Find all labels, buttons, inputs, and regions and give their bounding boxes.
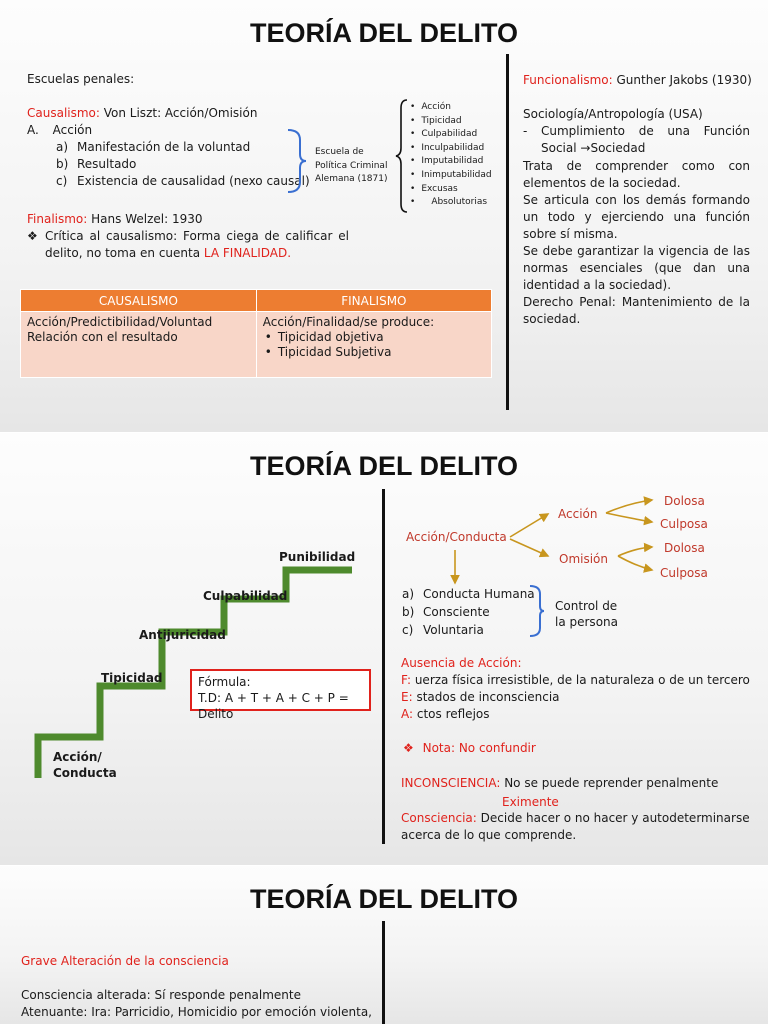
diamond-bullet-icon: ❖: [27, 229, 38, 243]
paragraph: Se debe garantizar la vigencia de las normas esenciales (que dan una identidad a la sociedad).: [523, 244, 750, 292]
finalismo-label: Finalismo:: [27, 212, 88, 226]
step-culpabilidad: Culpabilidad: [203, 589, 288, 603]
accion-sub-list: [56, 139, 310, 190]
ausencia-item: A: ctos reflejos: [401, 707, 490, 721]
funcionalismo-label: Funcionalismo:: [523, 73, 613, 87]
sub-marker: c): [56, 174, 68, 188]
diamond-bullet-icon: ❖: [403, 741, 414, 755]
blue-bracket-icon: [528, 584, 546, 638]
list-item: • Excusas: [410, 183, 492, 197]
slide-1: [0, 0, 768, 432]
finalismo-line: [27, 211, 202, 227]
eximente: Eximente: [502, 795, 559, 809]
list-item: • Inculpabilidad: [410, 142, 492, 156]
categories-list: [410, 101, 492, 210]
dash-item: - Cumplimiento de una Función Social →Sociedad: [523, 124, 750, 155]
blue-bracket-icon: [286, 128, 308, 194]
escuela-label: [315, 146, 395, 187]
inconsciencia-text: No se puede reprender penalmente: [500, 776, 719, 790]
formula-box: [190, 669, 371, 721]
control-line: Control de: [555, 599, 618, 613]
step-accion-line: Acción/: [53, 750, 102, 764]
ausencia-item: F: uerza física irresistible, de la naturaleza o de un tercero: [401, 673, 750, 687]
sub-text: Existencia de causalidad (nexo causal): [77, 174, 310, 188]
nota-text: Nota: No confundir: [422, 741, 536, 755]
list-item-continuation: Absolutorias: [431, 197, 488, 208]
slide-3: [0, 866, 768, 1024]
step-accion-line: Conducta: [53, 766, 117, 780]
inconsciencia-label: INCONSCIENCIA:: [401, 776, 501, 790]
inconsciencia-line: [401, 775, 718, 791]
tree-accion: Acción: [558, 507, 598, 521]
divider-line: [506, 54, 509, 410]
staircase-icon: [0, 433, 380, 865]
sub-item: [56, 139, 310, 156]
formula-title: Fórmula:: [198, 675, 251, 689]
critica-text: Crítica al causalismo: Forma ciega de calificar el delito, no toma en cuenta: [45, 229, 349, 260]
step-punibilidad: Punibilidad: [279, 550, 356, 564]
tree-omision: Omisión: [559, 552, 609, 566]
tree-dolosa: Dolosa: [664, 541, 705, 555]
ausencia-title: Ausencia de Acción:: [401, 656, 522, 670]
list-item: b) Consciente: [402, 605, 490, 619]
ausencia-item: E: stados de inconsciencia: [401, 690, 560, 704]
accion-label: Acción: [52, 123, 93, 137]
escuela-line: Política Criminal: [315, 160, 388, 171]
control-persona: [555, 598, 618, 630]
conducta-list: [402, 585, 535, 639]
sub-item: [56, 156, 310, 173]
causalismo-label: Causalismo:: [27, 106, 100, 120]
accion-line: [27, 122, 92, 138]
funcionalismo-body: [523, 158, 750, 328]
table-header: CAUSALISMO: [21, 290, 257, 312]
consciencia-paragraph: [401, 810, 751, 844]
tree-culposa: Culposa: [660, 566, 708, 580]
consciencia-text: Decide hacer o no hacer y autodeterminarse acerca de lo que comprende.: [401, 811, 750, 842]
slide-title: TEORÍA DEL DELITO: [249, 18, 519, 48]
slide3-line: Consciencia alterada: Sí responde penalmente: [21, 988, 301, 1002]
critica-highlight: LA FINALIDAD.: [203, 246, 292, 260]
nota-line: [403, 740, 536, 756]
table-cell-finalismo: [256, 312, 491, 378]
slide-title: TEORÍA DEL DELITO: [249, 451, 519, 481]
causalismo-line: [27, 105, 257, 121]
socio-line: Sociología/Antropología (USA): [523, 107, 703, 121]
paragraph: Derecho Penal: Mantenimiento de la sociedad.: [523, 295, 750, 326]
cell-bullet: • Tipicidad Subjetiva: [265, 345, 485, 360]
sub-item: [56, 173, 310, 190]
cell-bullet: • Tipicidad objetiva: [265, 330, 485, 345]
finalismo-text: Hans Welzel: 1930: [87, 212, 203, 226]
dash-text: Cumplimiento de una Función Social →Sociedad: [541, 124, 750, 155]
divider-line: [382, 921, 385, 1024]
list-item: a) Conducta Humana: [402, 587, 535, 601]
table-cell-causalismo: [21, 312, 257, 378]
list-item: [410, 196, 492, 210]
sub-text: Manifestación de la voluntad: [77, 140, 251, 154]
accion-marker: A.: [27, 123, 39, 137]
list-item: • Tipicidad: [410, 115, 492, 129]
list-item: • Acción: [410, 101, 492, 115]
consciencia-label: Consciencia:: [401, 811, 477, 825]
list-item: • Inimputabilidad: [410, 169, 492, 183]
paragraph: Se articula con los demás formando un todo y ejerciendo una función sobre sí misma.: [523, 193, 750, 241]
tree-dolosa: Dolosa: [664, 494, 705, 508]
black-brace-icon: [395, 98, 409, 214]
escuela-line: Escuela de: [315, 147, 364, 157]
sub-text: Resultado: [77, 157, 137, 171]
tree-culposa: Culposa: [660, 517, 708, 531]
list-item: • Culpabilidad: [410, 128, 492, 142]
ausencia-list: [401, 672, 750, 723]
cell-line: Relación con el resultado: [27, 330, 178, 344]
formula-text: T.D: A + T + A + C + P = Delito: [198, 691, 349, 721]
list-item: c) Voluntaria: [402, 623, 484, 637]
escuelas-heading: Escuelas penales:: [27, 72, 135, 86]
sub-marker: a): [56, 140, 69, 154]
table-header: FINALISMO: [256, 290, 491, 312]
critica-paragraph: [27, 228, 349, 262]
paragraph: Trata de comprender como con elementos de la sociedad.: [523, 159, 750, 190]
sub-marker: b): [56, 157, 69, 171]
slide3-line: Atenuante: Ira: Parricidio, Homicidio por emoción violenta,: [21, 1005, 372, 1019]
control-line: la persona: [555, 615, 618, 629]
slide-title: TEORÍA DEL DELITO: [249, 884, 519, 914]
funcionalismo-line: [523, 72, 752, 88]
grave-heading: Grave Alteración de la consciencia: [21, 954, 229, 968]
step-accion: [53, 749, 117, 781]
funcionalismo-text: Gunther Jakobs (1930): [612, 73, 752, 87]
cell-title: Acción/Finalidad/se produce:: [262, 315, 435, 329]
cell-line: Acción/Predictibilidad/Voluntad: [27, 315, 213, 329]
list-item: • Imputabilidad: [410, 155, 492, 169]
causalismo-text: Von Liszt: Acción/Omisión: [99, 106, 258, 120]
step-tipicidad: Tipicidad: [101, 671, 163, 685]
comparison-table: [20, 289, 492, 378]
escuela-line: Alemana (1871): [315, 174, 388, 184]
tree-root: Acción/Conducta: [406, 530, 507, 544]
step-antijuricidad: Antijuricidad: [139, 628, 226, 642]
slide-2: [0, 433, 768, 865]
